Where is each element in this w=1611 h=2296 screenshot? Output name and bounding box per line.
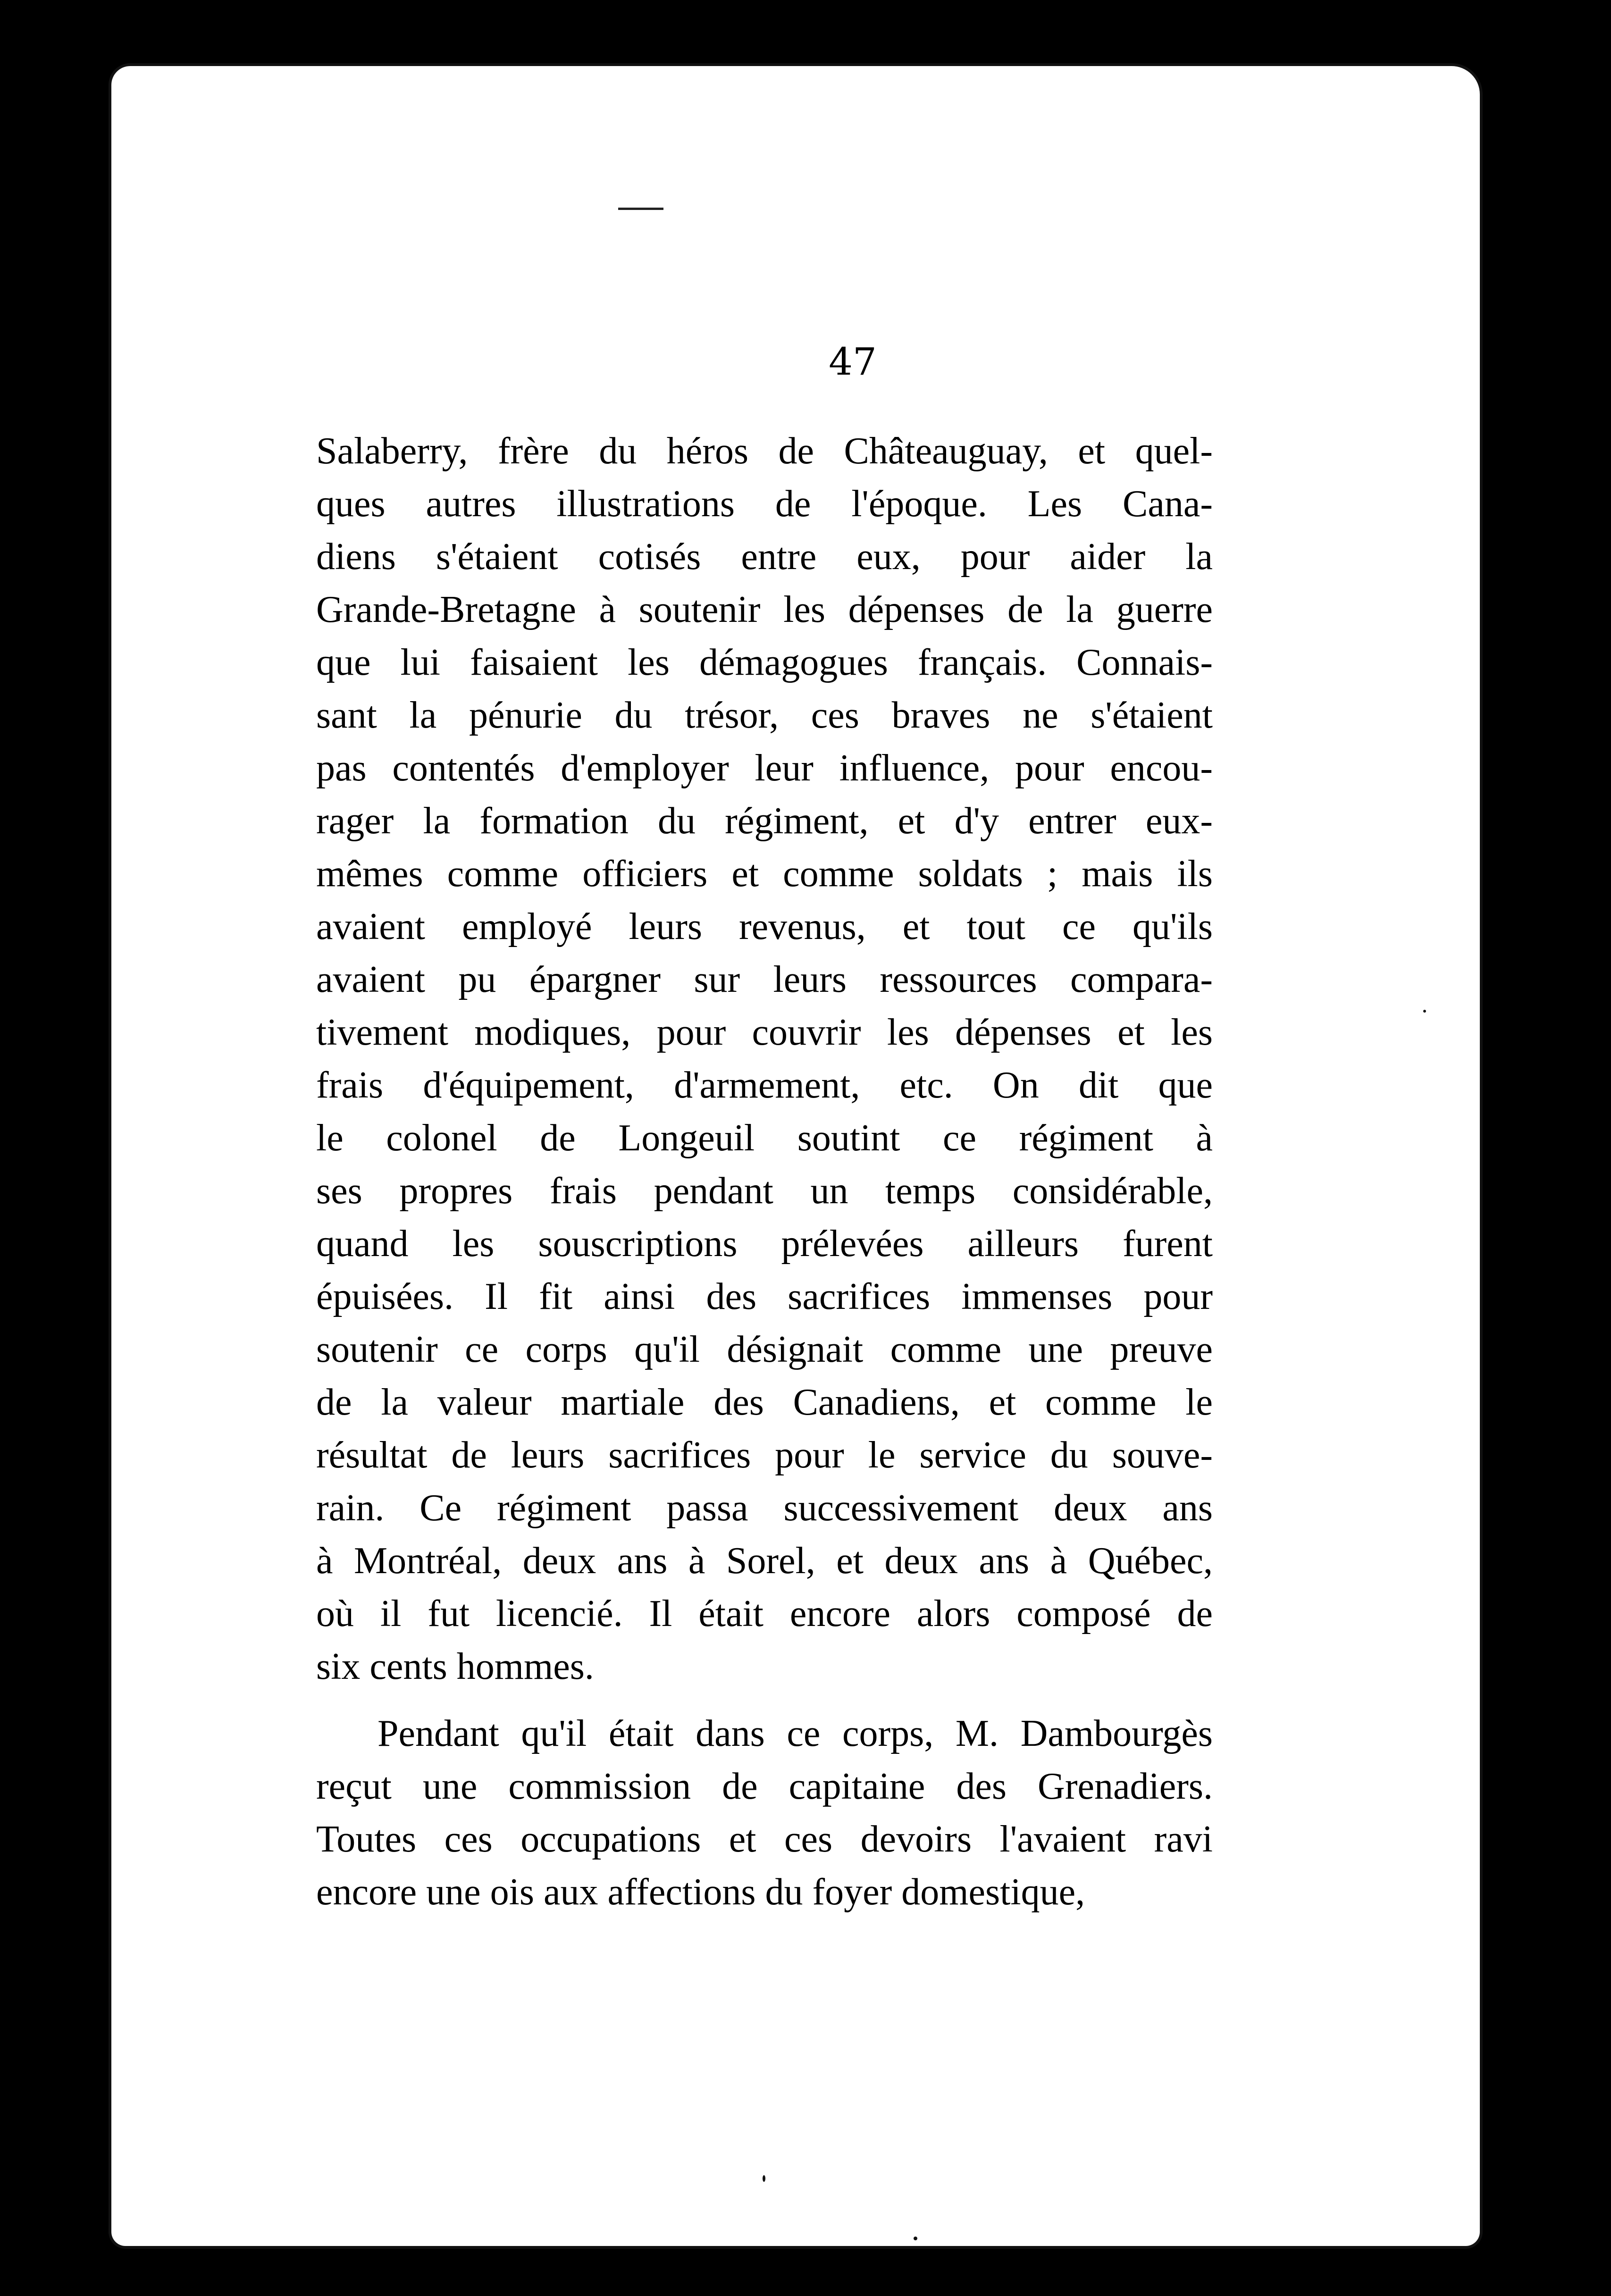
text-line: le colonel de Longeuil soutint ce régiment à xyxy=(316,1117,1213,1159)
text-line: Salaberry, frère du héros de Châteauguay, et quel- xyxy=(316,430,1213,472)
text-line: tivement modiques, pour couvrir les dépenses et les xyxy=(316,1012,1213,1053)
text-line: encore une ois aux affections du foyer domestique, xyxy=(316,1871,1085,1913)
ink-speck xyxy=(1423,1010,1426,1013)
text-line: Toutes ces occupations et ces devoirs l'avaient ravi xyxy=(316,1818,1213,1860)
text-line: six cents hommes. xyxy=(316,1646,594,1687)
text-line: soutenir ce corps qu'il désignait comme une preuve xyxy=(316,1329,1213,1370)
text-line: frais d'équipement, d'armement, etc. On dit que xyxy=(316,1064,1213,1106)
text-line: à Montréal, deux ans à Sorel, et deux ans à Québec, xyxy=(316,1540,1213,1582)
text-line: Pendant qu'il était dans ce corps, M. Dambourgès xyxy=(378,1713,1213,1754)
text-line: que lui faisaient les démagogues français. Connais- xyxy=(316,642,1213,683)
text-line: quand les souscriptions prélevées ailleurs furent xyxy=(316,1223,1213,1265)
text-line: rager la formation du régiment, et d'y entrer eux- xyxy=(316,800,1213,842)
text-line: où il fut licencié. Il était encore alors composé de xyxy=(316,1593,1213,1634)
text-line: ques autres illustrations de l'époque. Les Cana- xyxy=(316,483,1213,525)
ink-speck xyxy=(763,2175,765,2182)
text-line: ses propres frais pendant un temps considérable, xyxy=(316,1170,1213,1212)
text-line: Grande-Bretagne à soutenir les dépenses de la guerre xyxy=(316,589,1213,630)
body-text xyxy=(316,425,1213,1919)
text-line: avaient pu épargner sur leurs ressources compara- xyxy=(316,959,1213,1000)
text-line: avaient employé leurs revenus, et tout ce qu'ils xyxy=(316,906,1213,947)
text-line: épuisées. Il fit ainsi des sacrifices immenses pour xyxy=(316,1276,1213,1317)
text-line: sant la pénurie du trésor, ces braves ne s'étaient xyxy=(316,695,1213,736)
ink-speck xyxy=(914,2237,917,2240)
text-line: pas contentés d'employer leur influence, pour encou- xyxy=(316,747,1213,789)
text-line: mêmes comme officiers et comme soldats ; mais ils xyxy=(316,853,1213,895)
text-line: résultat de leurs sacrifices pour le service du souve- xyxy=(316,1434,1213,1476)
text-line: reçut une commission de capitaine des Grenadiers. xyxy=(316,1766,1213,1807)
text-line: diens s'étaient cotisés entre eux, pour aider la xyxy=(316,536,1213,578)
page-number: 47 xyxy=(829,340,877,384)
top-rule xyxy=(618,208,663,210)
paragraph-gap xyxy=(316,1693,1213,1707)
text-line: rain. Ce régiment passa successivement deux ans xyxy=(316,1487,1213,1529)
text-line: de la valeur martiale des Canadiens, et comme le xyxy=(316,1382,1213,1423)
